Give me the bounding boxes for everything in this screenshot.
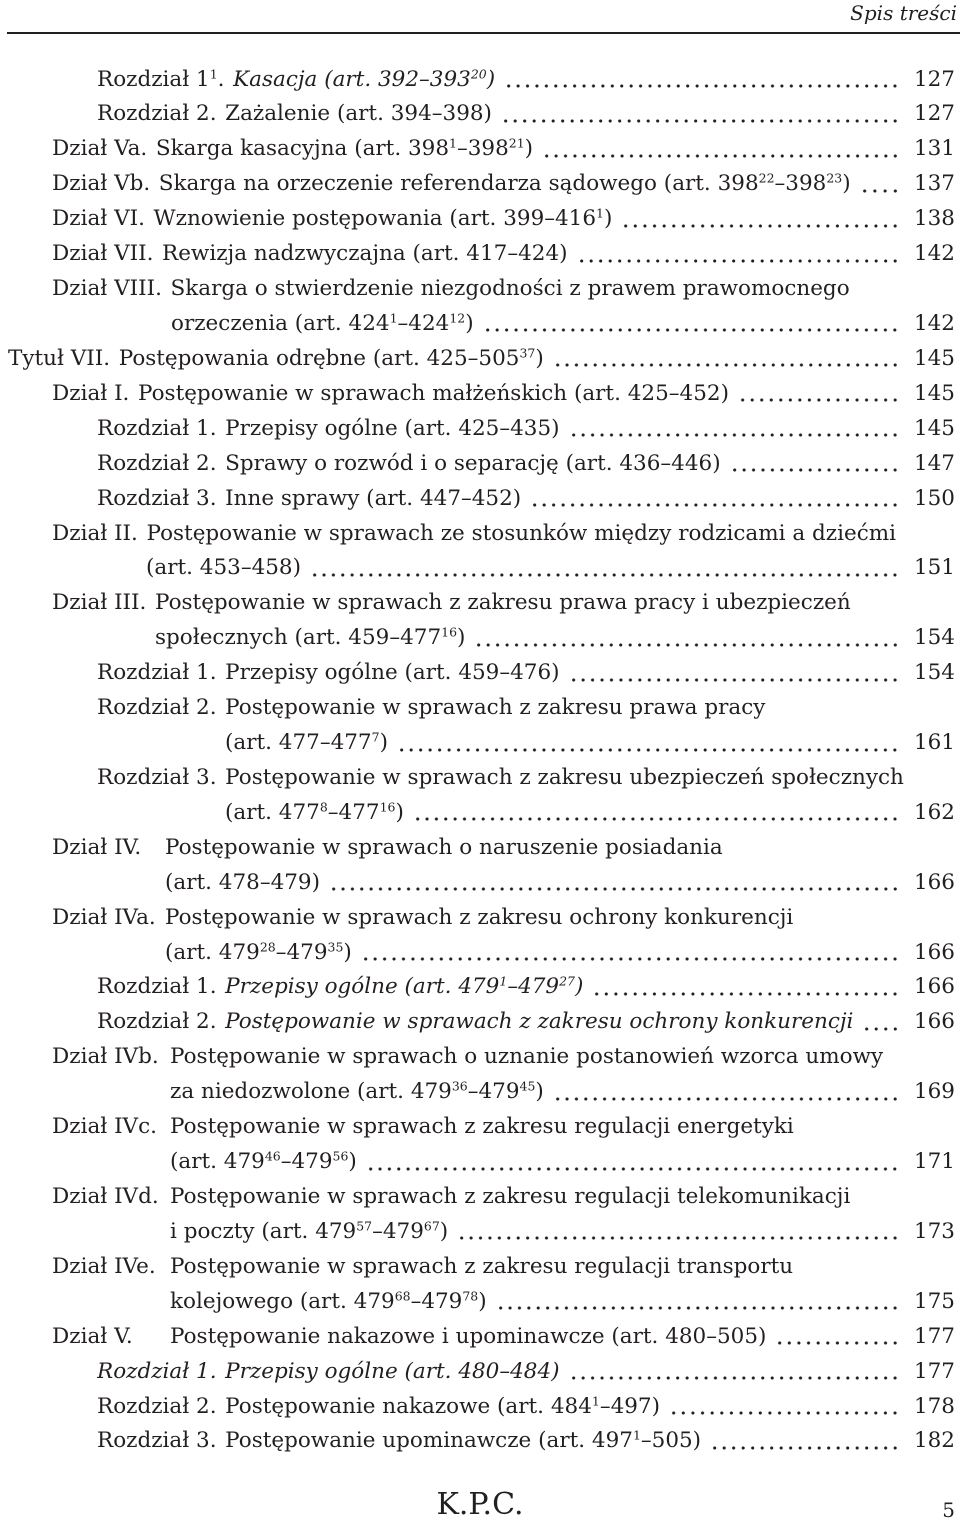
title-segment: ): [574, 974, 584, 1000]
title-segment: ): [603, 206, 613, 232]
title-segment: Postępowanie nakazowe (art. 484: [225, 1393, 592, 1419]
toc-entry-line: [52, 831, 955, 866]
entry-title: [154, 202, 613, 237]
dot-leader: [504, 63, 900, 98]
entry-title: Skarga o stwierdzenie niezgodności z prawem prawomocnego: [170, 276, 850, 302]
title-segment: ): [524, 136, 534, 162]
toc-entry-line: [52, 1180, 955, 1215]
dot-leader: [862, 1005, 900, 1040]
title-segment: Kasacja (art. 392–393: [233, 66, 471, 92]
continuation-text: [225, 796, 404, 831]
entry-title-continuation: [170, 1075, 955, 1110]
toc-entry-line: [52, 167, 955, 202]
superscript: 67: [423, 1218, 440, 1234]
page-number: 166: [913, 974, 955, 1000]
entry-title-continuation: [170, 1145, 955, 1180]
entry-title-continuation: [225, 726, 955, 761]
entry-title: [233, 63, 495, 98]
entry-title: Postępowanie w sprawach o naruszenie posiadania: [165, 834, 723, 860]
superscript: 1: [632, 1427, 641, 1443]
running-header: Spis treści: [850, 1, 957, 25]
toc-entry-line: [52, 1040, 955, 1075]
page-number: 178: [913, 1393, 955, 1419]
page-number: 162: [913, 799, 955, 825]
page-number: 142: [913, 241, 955, 267]
page-number: 166: [913, 869, 955, 895]
superscript: 1: [449, 135, 457, 151]
dot-leader: [413, 796, 900, 831]
page-number: 177: [913, 1323, 955, 1349]
dot-leader: [730, 447, 900, 482]
footer-title: K.P.C.: [436, 1487, 524, 1522]
entry-title: Postępowanie w sprawach z zakresu regulacji transportu: [170, 1253, 794, 1279]
dot-leader: [860, 167, 900, 202]
toc-entry-line: [97, 1424, 955, 1459]
entry-label: Rozdział 2.: [97, 695, 217, 721]
superscript: 21: [508, 135, 525, 151]
dot-leader: [361, 936, 900, 971]
entry-label: Tytuł VII.: [8, 345, 111, 371]
entry-label: Dział IVc.: [52, 1114, 157, 1140]
continuation-text: [165, 936, 352, 971]
entry-title: [225, 970, 583, 1005]
entry-title: Sprawy o rozwód i o separację (art. 436–446): [225, 450, 721, 476]
continuation-segment: –479: [275, 939, 328, 965]
dot-leader: [569, 1355, 900, 1390]
dot-leader: [621, 202, 900, 237]
entry-title: [156, 132, 533, 167]
page-number: 137: [913, 171, 955, 197]
entry-title: Rewizja nadzwyczajna (art. 417–424): [162, 241, 568, 267]
continuation-segment: za niedozwolone (art. 479: [170, 1079, 452, 1105]
toc-entry-line: [97, 63, 955, 98]
dot-leader: [501, 97, 900, 132]
header-rule: [7, 32, 960, 34]
entry-label: Dział I.: [52, 380, 130, 406]
entry-title: Postępowanie w sprawach z zakresu ochrony konkurencji: [165, 904, 794, 930]
dot-leader: [483, 307, 900, 342]
superscript: 28: [259, 938, 276, 954]
dot-leader: [474, 621, 900, 656]
entry-title-continuation: [146, 551, 955, 586]
entry-label: Rozdział 2.: [97, 1393, 217, 1419]
entry-title: [225, 1390, 660, 1425]
entry-label: Rozdział 1.: [97, 974, 217, 1000]
continuation-segment: –479: [372, 1218, 424, 1244]
entry-label: Rozdział 2.: [97, 101, 217, 127]
entry-title-continuation: [171, 307, 955, 342]
label-segment: Rozdział 1.: [97, 1358, 217, 1384]
label-segment: Rozdział 1: [97, 66, 210, 92]
superscript: 8: [319, 799, 328, 815]
toc-entry-line: [97, 447, 955, 482]
dot-leader: [569, 412, 900, 447]
title-segment: ): [486, 66, 496, 92]
entry-label: Dział V.: [52, 1323, 133, 1349]
toc-entry-line: [52, 1320, 955, 1355]
dot-leader: [530, 482, 900, 517]
superscript: 1: [389, 310, 398, 326]
page-folio: 5: [942, 1498, 955, 1522]
toc-entry-line: [52, 1110, 955, 1145]
toc-entry-line: [8, 342, 955, 377]
continuation-segment: –479: [280, 1149, 333, 1175]
continuation-text: [170, 1285, 487, 1320]
superscript: 1: [499, 973, 508, 989]
title-segment: ): [535, 345, 544, 371]
entry-title: Postępowanie w sprawach małżeńskich (art. 425–452): [138, 380, 729, 406]
toc-entry-line: [97, 97, 955, 132]
dot-leader: [577, 237, 900, 272]
entry-title-continuation: [225, 796, 955, 831]
entry-label: Rozdział 1.: [97, 415, 217, 441]
superscript: 1: [591, 1392, 600, 1408]
toc-entry-line: [97, 482, 955, 517]
superscript: 35: [327, 938, 344, 954]
toc-entry-line: [97, 970, 955, 1005]
entry-title: Postępowanie w sprawach z zakresu prawa pracy i ubezpieczeń: [154, 590, 851, 616]
superscript: 7: [371, 729, 380, 745]
label-segment: .: [217, 66, 225, 92]
page-number: 142: [913, 310, 955, 336]
continuation-segment: ): [395, 799, 404, 825]
entry-label: Dział IVa.: [52, 904, 156, 930]
page-number: 145: [913, 415, 955, 441]
superscript: 45: [519, 1078, 536, 1094]
title-segment: Skarga kasacyjna (art. 398: [155, 136, 450, 162]
toc-entry-line: [52, 1250, 955, 1285]
continuation-segment: społecznych (art. 459–477: [155, 625, 442, 651]
page-number: 182: [913, 1428, 955, 1454]
dot-leader: [542, 132, 900, 167]
entry-title: Przepisy ogólne (art. 425–435): [225, 415, 560, 441]
superscript: 16: [441, 624, 458, 640]
entry-label: Dział VI.: [52, 206, 145, 232]
superscript: 23: [826, 170, 843, 186]
title-segment: –505): [640, 1428, 702, 1454]
page-number: 150: [913, 485, 955, 511]
continuation-segment: (art. 479: [170, 1149, 265, 1175]
page-number: 154: [913, 660, 955, 686]
continuation-segment: ): [478, 1288, 487, 1314]
toc-entry-line: [97, 761, 955, 796]
page-number: 127: [913, 101, 955, 127]
continuation-text: [170, 1215, 448, 1250]
entry-title: Postępowanie w sprawach z zakresu ubezpieczeń społecznych: [225, 764, 904, 790]
entry-title-continuation: [155, 621, 955, 656]
title-segment: Postępowanie upominawcze (art. 497: [225, 1428, 633, 1454]
entry-label: Dział IVd.: [52, 1183, 159, 1209]
entry-title: [225, 1424, 701, 1459]
entry-label: [97, 63, 233, 98]
superscript: 1: [596, 205, 604, 221]
continuation-segment: (art. 479: [165, 939, 260, 965]
entry-title: Postępowanie w sprawach ze stosunków między rodzicami a dziećmi: [146, 520, 896, 546]
entry-title: [119, 342, 544, 377]
entry-label: Dział Va.: [52, 136, 148, 162]
toc-entry-line: [52, 202, 955, 237]
toc-entry-line: [52, 272, 955, 307]
title-segment: Postępowania odrębne (art. 425–505: [118, 345, 520, 371]
continuation-segment: –477: [327, 799, 380, 825]
title-segment: –398: [456, 136, 509, 162]
entry-label: Dział IV.: [52, 834, 142, 860]
superscript: 37: [519, 345, 536, 361]
superscript: 46: [264, 1148, 281, 1164]
dot-leader: [569, 656, 900, 691]
superscript: 27: [559, 973, 575, 989]
entry-label: Rozdział 1.: [97, 660, 217, 686]
superscript: 57: [356, 1218, 373, 1234]
page-number: 127: [913, 66, 955, 92]
superscript: 36: [451, 1078, 468, 1094]
dot-leader: [553, 1075, 900, 1110]
continuation-segment: ): [343, 939, 352, 965]
page-number: 169: [913, 1079, 955, 1105]
title-segment: –497): [599, 1393, 660, 1419]
continuation-segment: (art. 477–477: [225, 730, 372, 756]
superscript: 16: [379, 799, 396, 815]
entry-title-continuation: [165, 866, 955, 901]
toc-entry-line: [52, 901, 955, 936]
entry-title: Postępowanie w sprawach z zakresu regulacji telekomunikacji: [170, 1183, 851, 1209]
entry-title-continuation: [170, 1215, 955, 1250]
dot-leader: [366, 1145, 900, 1180]
entry-label: Rozdział 3.: [97, 485, 217, 511]
page-number: 161: [913, 730, 955, 756]
page-number: 131: [913, 136, 955, 162]
dot-leader: [553, 342, 900, 377]
entry-title: [225, 1005, 853, 1040]
continuation-segment: (art. 477: [225, 799, 320, 825]
entry-title: Postępowanie w sprawach o uznanie postanowień wzorca umowy: [170, 1044, 884, 1070]
continuation-segment: ): [465, 310, 474, 336]
superscript: 1: [209, 65, 218, 81]
toc-entry-line: [97, 412, 955, 447]
entry-label: Dział VIII.: [52, 276, 162, 302]
continuation-text: [171, 307, 474, 342]
toc-entry-line: [52, 132, 955, 167]
entry-title-continuation: [165, 936, 955, 971]
toc-entry-line: [52, 586, 955, 621]
superscript: 68: [394, 1288, 411, 1304]
page-number: 166: [913, 1009, 955, 1035]
continuation-segment: ): [379, 730, 388, 756]
superscript: 12: [449, 310, 466, 326]
page-number: 145: [913, 345, 955, 371]
title-segment: –479: [507, 974, 560, 1000]
superscript: 56: [332, 1148, 349, 1164]
continuation-segment: –479: [467, 1079, 520, 1105]
toc-entry-line: [52, 237, 955, 272]
entry-title: Zażalenie (art. 394–398): [225, 101, 492, 127]
dot-leader: [457, 1215, 900, 1250]
entry-title: Przepisy ogólne (art. 459–476): [225, 660, 560, 686]
continuation-text: [225, 726, 388, 761]
continuation-segment: ): [535, 1079, 544, 1105]
entry-label: [97, 1355, 225, 1390]
dot-leader: [397, 726, 900, 761]
entry-label: Dział IVe.: [52, 1253, 156, 1279]
entry-label: Dział IVb.: [52, 1044, 159, 1070]
page-number: 151: [913, 555, 955, 581]
toc-entry-line: [97, 691, 955, 726]
dot-leader: [592, 970, 900, 1005]
page-number: 177: [913, 1358, 955, 1384]
title-segment: Postępowanie w sprawach z zakresu ochrony konkurencji: [225, 1009, 854, 1035]
continuation-segment: –479: [410, 1288, 463, 1314]
toc-entry-line: [97, 1390, 955, 1425]
continuation-text: [170, 1075, 544, 1110]
entry-label: Rozdział 3.: [97, 764, 217, 790]
toc-entry-line: [97, 656, 955, 691]
continuation-text: [155, 621, 465, 656]
toc-entry-line: [97, 1355, 955, 1390]
entry-label: Dział II.: [52, 520, 138, 546]
entry-title: [159, 167, 851, 202]
dot-leader: [669, 1390, 900, 1425]
toc-entry-line: [97, 1005, 955, 1040]
continuation-text: (art. 453–458): [146, 555, 302, 581]
page-number: 171: [913, 1149, 955, 1175]
toc-entry-line: [52, 517, 955, 552]
superscript: 78: [462, 1288, 479, 1304]
title-segment: –398: [774, 171, 827, 197]
dot-leader: [329, 866, 900, 901]
entry-title: Postępowanie w sprawach z zakresu prawa pracy: [225, 695, 766, 721]
continuation-text: [170, 1145, 357, 1180]
dot-leader: [310, 551, 900, 586]
page-number: 147: [913, 450, 955, 476]
entry-label: Dział III.: [52, 590, 147, 616]
page-number: 166: [913, 939, 955, 965]
continuation-segment: ): [439, 1218, 449, 1244]
continuation-segment: kolejowego (art. 479: [170, 1288, 395, 1314]
superscript: 22: [758, 170, 775, 186]
continuation-segment: orzeczenia (art. 424: [171, 310, 390, 336]
title-segment: Przepisy ogólne (art. 480–484): [225, 1358, 560, 1384]
continuation-segment: i poczty (art. 479: [170, 1218, 357, 1244]
continuation-text: (art. 478–479): [165, 869, 321, 895]
entry-label: Dział Vb.: [52, 171, 151, 197]
dot-leader: [496, 1285, 900, 1320]
toc-entry-line: [52, 377, 955, 412]
title-segment: ): [842, 171, 851, 197]
continuation-segment: –424: [397, 310, 450, 336]
page-number: 173: [913, 1218, 955, 1244]
page-number: 138: [913, 206, 955, 232]
page-number: 154: [913, 625, 955, 651]
title-segment: Przepisy ogólne (art. 479: [225, 974, 500, 1000]
title-segment: Wznowienie postępowania (art. 399–416: [153, 206, 597, 232]
dot-leader: [710, 1424, 900, 1459]
continuation-segment: ): [457, 625, 466, 651]
page-number: 175: [913, 1288, 955, 1314]
superscript: 20: [470, 65, 487, 81]
title-segment: Skarga na orzeczenie referendarza sądowego (art. 398: [158, 171, 759, 197]
entry-title: Inne sprawy (art. 447–452): [225, 485, 522, 511]
entry-label: Rozdział 2.: [97, 450, 217, 476]
page-number: 145: [913, 380, 955, 406]
entry-label: Rozdział 2.: [97, 1009, 217, 1035]
entry-title: Postępowanie w sprawach z zakresu regulacji energetyki: [170, 1114, 794, 1140]
entry-title-continuation: [170, 1285, 955, 1320]
dot-leader: [775, 1320, 900, 1355]
entry-title: Postępowanie nakazowe i upominawcze (art. 480–505): [170, 1323, 767, 1349]
entry-label: Rozdział 3.: [97, 1428, 217, 1454]
entry-title: [225, 1355, 559, 1390]
entry-label: Dział VII.: [52, 241, 154, 267]
dot-leader: [738, 377, 900, 412]
continuation-segment: ): [348, 1149, 357, 1175]
